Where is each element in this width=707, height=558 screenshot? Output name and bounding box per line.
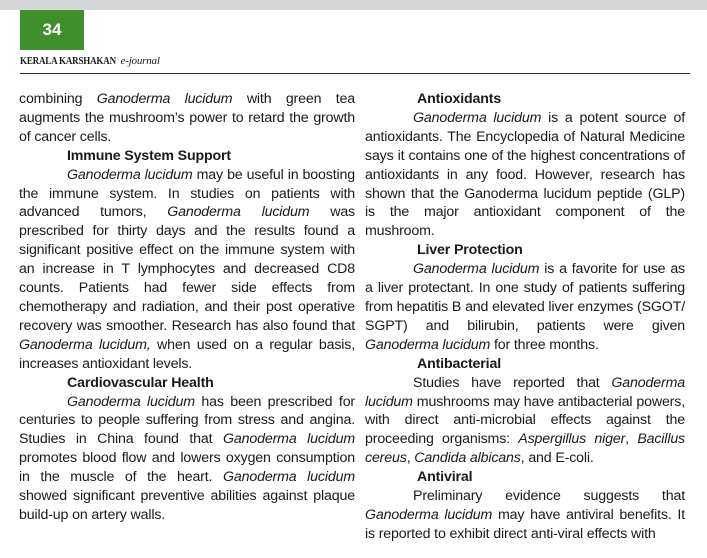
page-number: 34 bbox=[20, 10, 84, 50]
italic-term: Ganoderma lucidum bbox=[223, 431, 355, 448]
top-bar bbox=[0, 0, 707, 10]
text-run: is a potent source of antioxidants. The Encyclopedia of Natural Medicine says it contains one of the highest concentrations of antioxidants in any food. However, research has shown that the Ganoderma lucidum peptide (GLP) is the major antioxidant component of the mushroom. bbox=[365, 109, 685, 240]
italic-term: Candida albicans bbox=[414, 450, 521, 467]
paragraph bbox=[19, 90, 355, 147]
paragraph bbox=[19, 166, 355, 374]
text-run: with green tea augments the mushroom’s power to retard the growth of cancer cells. bbox=[19, 91, 355, 145]
paragraph bbox=[365, 109, 685, 241]
text-run: , bbox=[625, 431, 638, 448]
right-column bbox=[365, 90, 685, 544]
text-run: when used on a regular basis, increases antioxidant levels. bbox=[19, 336, 355, 372]
journal-subtitle: e-journal bbox=[120, 55, 160, 67]
italic-term: Ganoderma lucidum bbox=[96, 91, 233, 107]
text-run: may have antiviral benefits. It is reported to exhibit direct anti-viral effects with bbox=[365, 506, 685, 542]
text-run: , and E-coli. bbox=[520, 450, 594, 467]
paragraph bbox=[365, 487, 685, 544]
text-run: is a favorite for use as a liver protectant. In one study of patients suffering from hepatitis B and elevated liver enzymes (SGOT/ SGPT) and bilirubin, patients were given bbox=[365, 261, 686, 334]
journal-masthead bbox=[20, 55, 160, 71]
italic-term: Ganoderma lucidum bbox=[222, 469, 355, 486]
header-rule bbox=[20, 73, 690, 74]
italic-term: Aspergillus niger bbox=[518, 431, 626, 448]
italic-term: Ganoderma lucidum bbox=[67, 166, 193, 183]
italic-term: Ganoderma lucidum bbox=[67, 393, 195, 410]
italic-term: Ganoderma lucidum bbox=[365, 336, 491, 353]
italic-term: Ganoderma lucidum bbox=[413, 261, 540, 278]
text-run: for three months. bbox=[490, 336, 599, 353]
paragraph bbox=[365, 260, 685, 355]
text-run: Studies have reported that bbox=[413, 374, 612, 391]
section-heading: Liver Protection bbox=[417, 242, 523, 259]
italic-term: Ganoderma lucidum, bbox=[19, 336, 151, 353]
text-run: mushrooms may have antibacterial powers, with direct anti-microbial effects against the proceeding organisms: bbox=[365, 393, 685, 448]
text-run: may be useful in boosting the immune system. In studies on patients with advanced tumors, bbox=[19, 166, 355, 221]
paragraph bbox=[365, 374, 685, 469]
text-run: showed significant preventive abilities against plaque build-up on artery walls. bbox=[19, 488, 355, 523]
left-column bbox=[19, 90, 355, 525]
italic-term: Ganoderma lucidum bbox=[365, 374, 685, 410]
section-heading: Antioxidants bbox=[417, 91, 502, 107]
journal-name: KERALA KARSHAKAN bbox=[20, 56, 116, 67]
italic-term: Ganoderma lucidum bbox=[167, 204, 310, 221]
text-run: has been prescribed for centuries to people suffering from stress and angina. Studies in China found that bbox=[19, 393, 356, 448]
italic-term: Ganoderma lucidum bbox=[365, 506, 493, 523]
section-heading: Cardiovascular Health bbox=[67, 374, 214, 391]
section-heading: Antibacterial bbox=[417, 355, 501, 372]
paragraph bbox=[19, 393, 355, 525]
text-run: was prescribed for thirty days and the results found a significant positive effect on the immune system with an increase in T lymphocytes and decreased CD8 counts. Patients had fewer side effects from chemotherapy and radiation, and their post operative recovery was smoother. Research has also found that bbox=[19, 204, 356, 334]
text-run: promotes blood flow and lowers oxygen consumption in the muscle of the heart. bbox=[19, 450, 355, 486]
italic-term: Bacillus cereus bbox=[365, 431, 685, 467]
text-run: , bbox=[406, 450, 415, 467]
section-heading: Antiviral bbox=[417, 469, 473, 486]
text-run: Preliminary evidence suggests that bbox=[413, 488, 685, 505]
section-heading: Immune System Support bbox=[67, 147, 231, 164]
italic-term: Ganoderma lucidum bbox=[413, 109, 542, 126]
text-run: combining bbox=[19, 91, 97, 107]
